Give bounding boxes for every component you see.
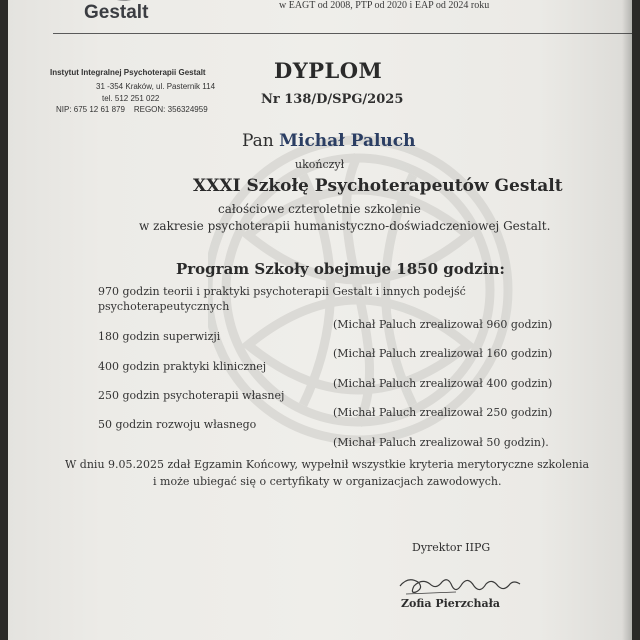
recipient-line bbox=[242, 131, 416, 151]
realized-theory: (Michał Paluch zrealizował 960 godzin) bbox=[333, 318, 553, 331]
header-divider bbox=[53, 33, 632, 34]
program-item-development: 50 godzin rozwoju własnego bbox=[98, 418, 257, 431]
diploma-page bbox=[8, 0, 632, 640]
program-item-clinical: 400 godzin praktyki klinicznej bbox=[98, 360, 267, 373]
gestalt-logo-text: Gestalt bbox=[84, 2, 149, 23]
diploma-number: Nr 138/D/SPG/2025 bbox=[261, 92, 404, 107]
description-line-1: całościowe czteroletnie szkolenie bbox=[218, 202, 421, 216]
salutation: Pan bbox=[242, 131, 274, 151]
completed-text: ukończył bbox=[295, 158, 345, 171]
program-heading: Program Szkoły obejmuje 1850 godzin: bbox=[176, 260, 505, 278]
realized-own-therapy: (Michał Paluch zrealizował 250 godzin) bbox=[333, 406, 553, 419]
accreditation-text: w EAGT od 2008, PTP od 2020 i EAP od 2024 roku bbox=[279, 0, 490, 11]
institute-name: Instytut Integralnej Psychoterapii Gestalt bbox=[50, 68, 206, 77]
signer-name: Zofia Pierzchała bbox=[401, 597, 500, 610]
institute-ids: NIP: 675 12 61 879 REGON: 356324959 bbox=[56, 105, 208, 114]
closing-line-2: i może ubiegać się o certyfikaty w organizacjach zawodowych. bbox=[153, 475, 502, 488]
institute-phone: tel. 512 251 022 bbox=[102, 94, 160, 103]
realized-supervision: (Michał Paluch zrealizował 160 godzin) bbox=[333, 347, 553, 360]
program-item-own-therapy: 250 godzin psychoterapii własnej bbox=[98, 389, 285, 402]
director-role: Dyrektor IIPG bbox=[412, 541, 491, 554]
institute-address: 31 -354 Kraków, ul. Pasternik 114 bbox=[96, 82, 216, 91]
page-edge-shadow bbox=[622, 0, 632, 640]
recipient-name: Michał Paluch bbox=[279, 131, 416, 151]
school-name: XXXI Szkołę Psychoterapeutów Gestalt bbox=[193, 176, 563, 196]
diploma-title: DYPLOM bbox=[274, 58, 383, 83]
realized-clinical: (Michał Paluch zrealizował 400 godzin) bbox=[333, 377, 553, 390]
program-item-theory-cont: psychoterapeutycznych bbox=[98, 300, 230, 313]
program-item-supervision: 180 godzin superwizji bbox=[98, 330, 221, 343]
realized-development: (Michał Paluch zrealizował 50 godzin). bbox=[333, 436, 549, 449]
description-line-2: w zakresie psychoterapii humanistyczno-doświadczeniowej Gestalt. bbox=[139, 219, 551, 233]
closing-line-1: W dniu 9.05.2025 zdał Egzamin Końcowy, wypełnił wszystkie kryteria merytoryczne szkolenia bbox=[65, 458, 590, 471]
program-item-theory: 970 godzin teorii i praktyki psychoterapii Gestalt i innych podejść bbox=[98, 285, 466, 298]
